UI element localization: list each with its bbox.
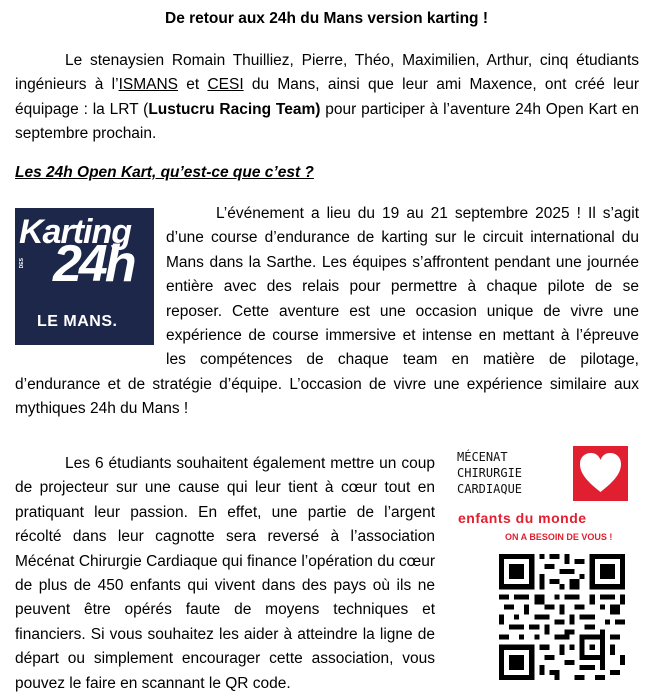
mecenat-logo-block	[455, 446, 635, 684]
mecenat-line-1: MÉCENAT	[457, 450, 508, 464]
cesi-link[interactable]: CESI	[207, 76, 244, 94]
article-title: De retour aux 24h du Mans version karting !	[165, 10, 488, 27]
mecenat-line-3: CARDIAQUE	[457, 482, 523, 496]
logo-24h-text: 24h	[53, 235, 134, 293]
team-name: Lustucru Racing Team)	[148, 100, 321, 118]
intro-paragraph	[15, 49, 639, 147]
intro-text-4: pour participer à l’aventure 24h Open Kart en septembre prochain.	[15, 100, 640, 143]
besoin-text: ON A BESOIN DE VOUS !	[505, 532, 613, 542]
cause-text: Les 6 étudiants souhaitent également mettre un coup de projecteur sur une cause qui leur tient à cœur tout en pratiquant leur passion. En effet, une partie de l’argent récolté dans leur cagnotte sera reversé à l’association Mécénat Chirurgie Cardiaque qui finance l’opération du cœur de plus de 450 enfants qui vivent dans des pays où ils ne peuvent être opérés faute de moyens techniques et financiers. Si vous souhaitez les aider à atteindre la ligne de départ ou simplement encourager cette association, vous pouvez le faire en scannant le QR code.	[15, 455, 435, 692]
karting-24h-logo	[15, 208, 154, 345]
heart-icon	[573, 446, 628, 501]
logo-des-text: DES	[18, 258, 25, 269]
enfants-du-monde-text: enfants du monde	[458, 510, 587, 526]
section-heading: Les 24h Open Kart, qu’est-ce que c’est ?	[15, 164, 314, 181]
logo-lemans-text: LE MANS.	[37, 313, 118, 330]
event-text: L’événement a lieu du 19 au 21 septembre 2025 ! Il s’agit d’une course d’endurance de karting sur le circuit international du Mans dans la Sarthe. Les équipes s’affrontent pendant une journée entière avec des relais pour permettre à chaque pilote de se reposer. Cette aventure est une occasion unique de vivre une expérience de course immersive et intense en mettant à l’épreuve les compétences de chaque team en matière de pilotage, d’endurance et de stratégie d’équipe. L’occasion de vivre une expérience similaire aux mythiques 24h du Mans !	[15, 205, 639, 418]
intro-text-3: du Mans, ainsi que leur ami Maxence, ont créé leur équipage : la LRT (	[15, 76, 639, 118]
intro-text-2: et	[178, 76, 208, 94]
logo-karting-text: Karting	[19, 213, 131, 251]
mecenat-line-2: CHIRURGIE	[457, 466, 523, 480]
intro-text-1: Le stenaysien Romain Thuilliez, Pierre, Théo, Maximilien, Arthur, cinq étudiants ingénieurs à l’	[15, 52, 639, 94]
qr-code[interactable]	[499, 554, 625, 680]
event-paragraph	[15, 202, 639, 422]
mecenat-name	[457, 449, 522, 497]
ismans-link[interactable]: ISMANS	[118, 76, 178, 94]
cause-paragraph	[15, 452, 435, 696]
